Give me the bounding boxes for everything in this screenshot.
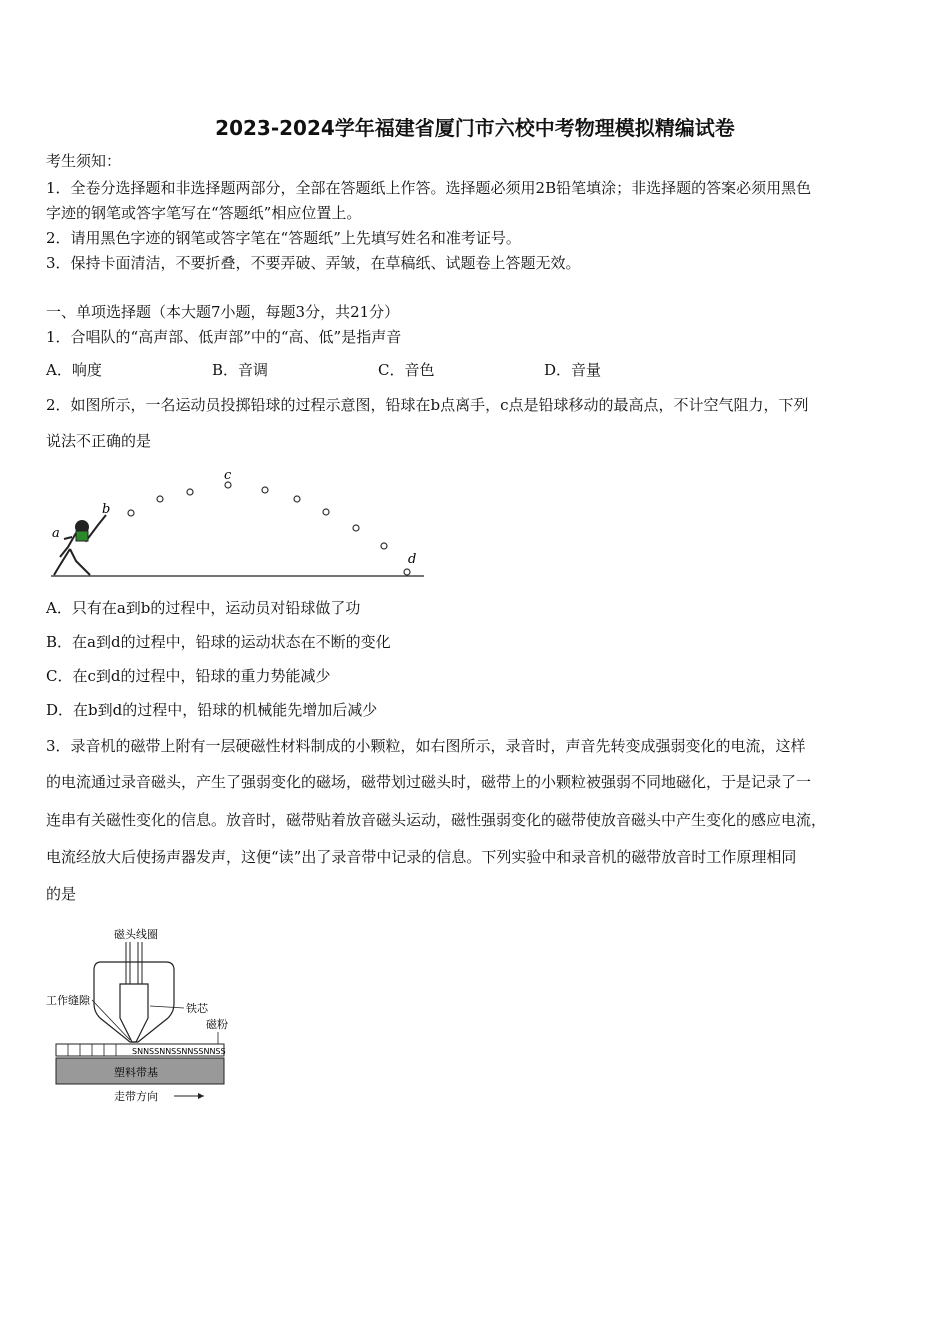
label-coil: 磁头线圈 xyxy=(114,928,158,941)
q2-option-a: A．只有在a到b的过程中，运动员对铅球做了功 xyxy=(46,599,361,617)
trajectory-point xyxy=(294,496,300,502)
q3-stem-line: 3．录音机的磁带上附有一层硬磁性材料制成的小颗粒，如右图所示，录音时，声音先转变成强弱变化的电流，这样 xyxy=(46,737,806,755)
q1-option-b: B．音调 xyxy=(212,361,269,379)
section-heading: 一、单项选择题（本大题7小题，每题3分，共21分） xyxy=(46,303,400,321)
iron-core xyxy=(120,984,148,1042)
q3-stem-line: 电流经放大后使扬声器发声，这便“读”出了录音带中记录的信息。下列实验中和录音机的磁带放音时工作原理相同 xyxy=(46,848,797,866)
notice-item: 字迹的钢笔或答字笔写在“答题纸”相应位置上。 xyxy=(46,204,362,222)
q2-option-b: B．在a到d的过程中，铅球的运动状态在不断的变化 xyxy=(46,633,391,651)
head-housing xyxy=(94,962,174,1042)
q2-option-d: D．在b到d的过程中，铅球的机械能先增加后减少 xyxy=(46,701,378,719)
q2-option-c: C．在c到d的过程中，铅球的重力势能减少 xyxy=(46,667,331,685)
notice-item: 1．全卷分选择题和非选择题两部分，全部在答题纸上作答。选择题必须用2B铅笔填涂；非选择题的答案必须用黑色 xyxy=(46,179,812,197)
trajectory-point xyxy=(323,509,329,515)
label-a: a xyxy=(52,526,60,541)
notice-item: 3．保持卡面清洁，不要折叠，不要弄破、弄皱，在草稿纸、试题卷上答题无效。 xyxy=(46,254,581,272)
label-gap: 工作缝隙 xyxy=(46,994,90,1007)
trajectory-point xyxy=(187,489,193,495)
q3-stem-line: 连串有关磁性变化的信息。放音时，磁带贴着放音磁头运动，磁性强弱变化的磁带使放音磁头中产生变化的感应电流， xyxy=(46,811,827,829)
label-b: b xyxy=(102,502,111,517)
label-c: c xyxy=(224,468,232,483)
label-core: 铁芯 xyxy=(186,1002,208,1015)
notice-heading: 考生须知： xyxy=(46,152,122,170)
q1-option-d: D．音量 xyxy=(544,361,602,379)
trajectory-point xyxy=(128,510,134,516)
magnet-sequence: SNNSSNNSSNNSSNNSS xyxy=(132,1047,226,1056)
trajectory-point xyxy=(353,525,359,531)
page-title: 2023-2024学年福建省厦门市六校中考物理模拟精编试卷 xyxy=(215,116,735,140)
trajectory-point xyxy=(381,543,387,549)
q3-stem-line: 的电流通过录音磁头，产生了强弱变化的磁场，磁带划过磁头时，磁带上的小颗粒被强弱不同地磁化，于是记录了一 xyxy=(46,773,812,791)
q2-stem-line1: 2．如图所示，一名运动员投掷铅球的过程示意图，铅球在b点离手，c点是铅球移动的最高点，不计空气阻力，下列 xyxy=(46,396,809,414)
label-powder: 磁粉 xyxy=(206,1018,228,1031)
label-d: d xyxy=(408,552,417,567)
tape-head-figure xyxy=(46,922,246,1112)
label-base: 塑料带基 xyxy=(114,1066,158,1079)
notice-item: 2．请用黑色字迹的钢笔或答字笔在“答题纸”上先填写姓名和准考证号。 xyxy=(46,229,521,247)
trajectory-point xyxy=(262,487,268,493)
q3-stem-line: 的是 xyxy=(46,885,77,903)
q1-stem: 1．合唱队的“高声部、低声部”中的“高、低”是指声音 xyxy=(46,328,402,346)
q1-option-c: C．音色 xyxy=(378,361,435,379)
trajectory-point xyxy=(157,496,163,502)
q1-option-a: A．响度 xyxy=(46,361,102,379)
label-direction: 走带方向 xyxy=(114,1090,158,1103)
shot-put-figure xyxy=(46,465,436,585)
q2-stem-line2: 说法不正确的是 xyxy=(46,432,152,450)
trajectory-point xyxy=(404,569,410,575)
athlete-icon xyxy=(54,515,106,575)
